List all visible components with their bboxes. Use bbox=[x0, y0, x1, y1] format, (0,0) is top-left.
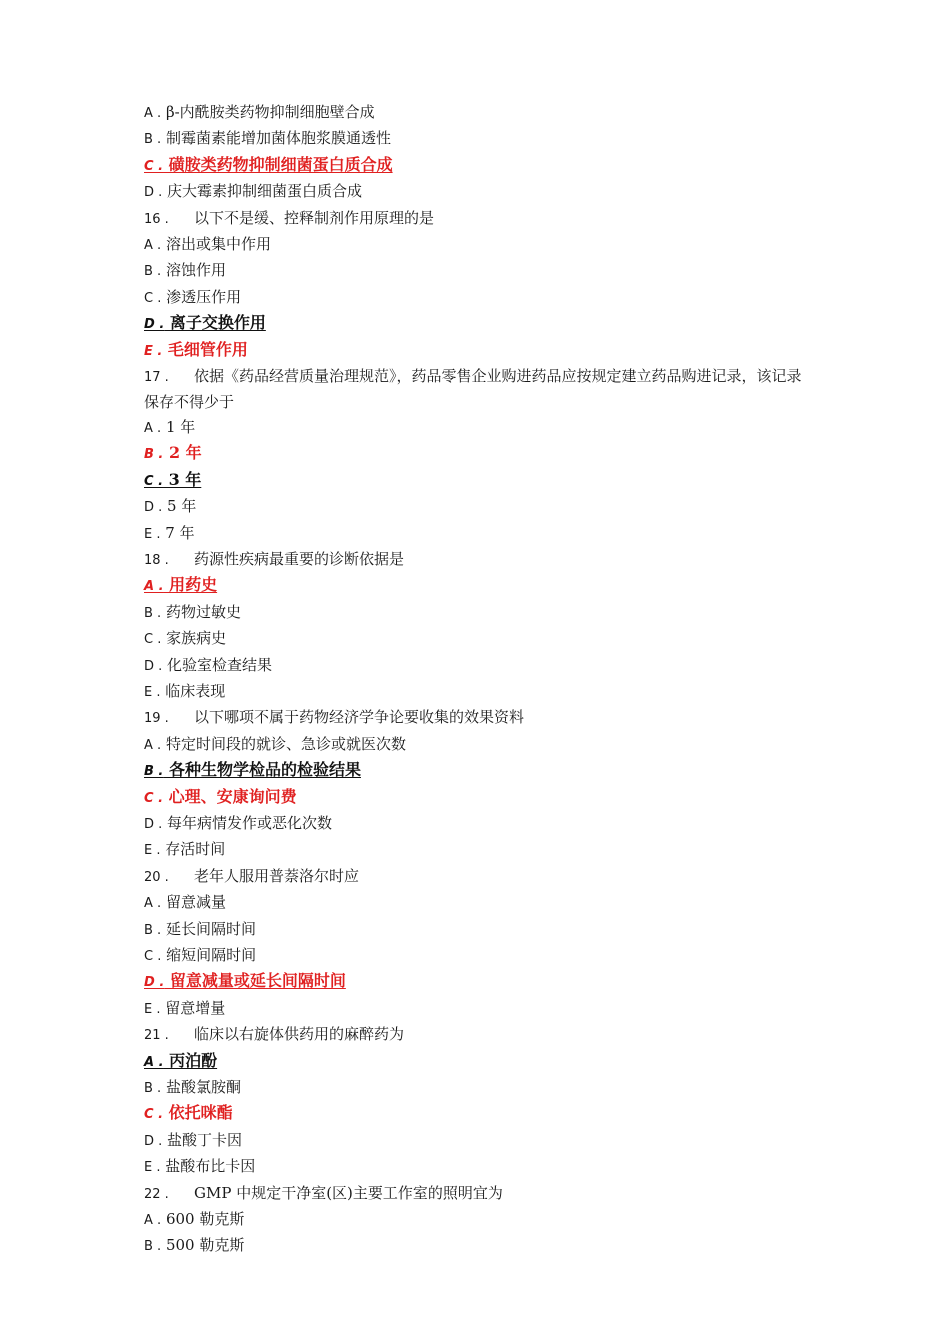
highlighted-answer bbox=[144, 787, 297, 806]
line-text: 丙泊酚 bbox=[163, 1050, 218, 1070]
line-text: 临床以右旋体供药用的麻醉药为 bbox=[194, 1025, 405, 1044]
line-text: 家族病史 bbox=[161, 629, 227, 648]
line-label: D . bbox=[144, 185, 163, 201]
line-text: 制霉菌素能增加菌体胞浆膜通透性 bbox=[161, 129, 391, 148]
line-label: D . bbox=[144, 658, 163, 674]
answer-option bbox=[144, 441, 804, 467]
option-line bbox=[144, 653, 804, 679]
option-line bbox=[144, 1233, 804, 1259]
line-text: β-内酰胺类药物抑制细胞壁合成 bbox=[161, 103, 375, 121]
line-label: B . bbox=[144, 132, 162, 148]
line-label: C . bbox=[144, 1107, 164, 1123]
line-text: 离子交换作用 bbox=[164, 313, 266, 333]
line-text: 庆大霉素抑制细菌蛋白质合成 bbox=[162, 182, 363, 201]
option-line bbox=[144, 126, 804, 152]
highlighted-answer bbox=[144, 1103, 233, 1122]
highlighted-answer bbox=[144, 155, 393, 174]
line-text: 各种生物学检品的检验结果 bbox=[163, 760, 361, 780]
line-label: 22 . bbox=[144, 1186, 169, 1202]
line-label: C . bbox=[144, 290, 162, 306]
option-line bbox=[144, 494, 804, 520]
line-text: 依据《药品经营质量治理规范》，药品零售企业购进药品应按规定建立药品购进记录，该记录保存不得少于 bbox=[144, 367, 802, 412]
line-label: 18 . bbox=[144, 552, 169, 568]
option-line bbox=[144, 100, 804, 126]
question-stem bbox=[144, 705, 804, 731]
line-label: B . bbox=[144, 1239, 162, 1255]
option-line bbox=[144, 1207, 804, 1233]
line-label: A . bbox=[144, 238, 162, 254]
question-stem bbox=[144, 364, 804, 415]
line-label: 21 . bbox=[144, 1028, 169, 1044]
answer-option bbox=[144, 969, 804, 995]
line-text: 化验室检查结果 bbox=[162, 655, 273, 674]
line-text: 磺胺类药物抑制细菌蛋白质合成 bbox=[163, 154, 393, 174]
option-line bbox=[144, 679, 804, 705]
option-line bbox=[144, 996, 804, 1022]
line-text: 临床表现 bbox=[160, 681, 226, 700]
line-label: C . bbox=[144, 632, 162, 648]
line-label: C . bbox=[144, 158, 164, 174]
document-page bbox=[144, 100, 804, 1260]
line-text: 盐酸丁卡因 bbox=[162, 1130, 243, 1149]
answer-option bbox=[144, 758, 804, 784]
highlighted-answer bbox=[144, 760, 361, 779]
line-text: GMP 中规定干净室(区)主要工作室的照明宜为 bbox=[194, 1183, 503, 1202]
answer-option bbox=[144, 785, 804, 811]
line-text: 盐酸布比卡因 bbox=[160, 1157, 256, 1176]
line-label: A . bbox=[144, 896, 162, 912]
line-text: 依托咪酯 bbox=[163, 1103, 233, 1123]
line-label: B . bbox=[144, 1081, 162, 1097]
option-line bbox=[144, 732, 804, 758]
option-line bbox=[144, 232, 804, 258]
line-text: 2 年 bbox=[163, 443, 202, 463]
line-label: 20 . bbox=[144, 869, 169, 885]
line-text: 药物过敏史 bbox=[161, 602, 241, 621]
line-label: C . bbox=[144, 949, 162, 964]
line-text: 7 年 bbox=[160, 523, 195, 542]
highlighted-answer bbox=[144, 340, 248, 359]
line-text: 留意减量或延长间隔时间 bbox=[164, 971, 346, 991]
line-text: 1 年 bbox=[161, 417, 196, 436]
line-text: 药源性疾病最重要的诊断依据是 bbox=[194, 549, 405, 568]
line-label: D . bbox=[144, 1133, 163, 1149]
highlighted-answer bbox=[144, 470, 201, 489]
line-text: 缩短间隔时间 bbox=[161, 946, 257, 964]
option-line bbox=[144, 1075, 804, 1101]
line-text: 渗透压作用 bbox=[161, 287, 242, 306]
line-text: 用药史 bbox=[163, 575, 218, 595]
option-line bbox=[144, 521, 804, 547]
line-text: 3 年 bbox=[163, 469, 202, 489]
line-text: 毛细管作用 bbox=[162, 339, 248, 359]
line-label: B . bbox=[144, 922, 162, 938]
line-text: 溶蚀作用 bbox=[161, 261, 226, 280]
line-text: 以下不是缓、控释制剂作用原理的是 bbox=[194, 208, 435, 227]
line-text: 留意增量 bbox=[160, 998, 226, 1017]
line-text: 存活时间 bbox=[160, 840, 226, 859]
line-text: 以下哪项不属于药物经济学争论要收集的效果资料 bbox=[194, 708, 525, 727]
line-text: 溶出或集中作用 bbox=[161, 235, 271, 254]
line-text: 心理、安康询问费 bbox=[163, 786, 297, 806]
line-label: A . bbox=[144, 579, 164, 595]
line-label: D . bbox=[144, 500, 163, 516]
question-stem bbox=[144, 547, 804, 573]
line-label: B . bbox=[144, 447, 164, 463]
option-line bbox=[144, 179, 804, 205]
line-label: B . bbox=[144, 605, 162, 621]
line-text: 500 勒克斯 bbox=[161, 1236, 245, 1255]
line-text: 盐酸氯胺酮 bbox=[161, 1078, 241, 1097]
highlighted-answer bbox=[144, 971, 346, 990]
line-label: C . bbox=[144, 473, 164, 489]
line-text: 延长间隔时间 bbox=[161, 919, 256, 938]
answer-option bbox=[144, 573, 804, 599]
option-line bbox=[144, 917, 804, 943]
option-line bbox=[144, 600, 804, 626]
question-stem bbox=[144, 206, 804, 232]
line-label: E . bbox=[144, 1001, 161, 1017]
line-label: E . bbox=[144, 526, 161, 542]
line-label: C . bbox=[144, 790, 164, 806]
answer-option bbox=[144, 153, 804, 179]
option-line bbox=[144, 943, 804, 969]
line-label: B . bbox=[144, 764, 164, 780]
line-label: D . bbox=[144, 816, 163, 832]
highlighted-answer bbox=[144, 1051, 217, 1070]
option-line bbox=[144, 890, 804, 916]
option-line bbox=[144, 285, 804, 311]
line-text: 老年人服用普萘洛尔时应 bbox=[194, 866, 360, 885]
question-stem bbox=[144, 1022, 804, 1048]
option-line bbox=[144, 415, 804, 441]
highlighted-answer bbox=[144, 313, 266, 332]
answer-option bbox=[144, 1049, 804, 1075]
line-label: E . bbox=[144, 843, 161, 859]
line-text: 600 勒克斯 bbox=[161, 1210, 245, 1229]
answer-option bbox=[144, 338, 804, 364]
question-stem bbox=[144, 1181, 804, 1207]
option-line bbox=[144, 1154, 804, 1180]
answer-option bbox=[144, 468, 804, 494]
line-label: E . bbox=[144, 684, 161, 700]
option-line bbox=[144, 1128, 804, 1154]
option-line bbox=[144, 811, 804, 837]
answer-option bbox=[144, 1101, 804, 1127]
line-text: 特定时间段的就诊、急诊或就医次数 bbox=[161, 734, 406, 753]
option-line bbox=[144, 626, 804, 652]
line-label: D . bbox=[144, 975, 165, 991]
line-label: D . bbox=[144, 317, 165, 333]
line-label: A . bbox=[144, 420, 162, 436]
highlighted-answer bbox=[144, 443, 202, 462]
highlighted-answer bbox=[144, 575, 217, 594]
line-label: 19 . bbox=[144, 711, 169, 727]
line-label: E . bbox=[144, 1160, 161, 1176]
line-label: 16 . bbox=[144, 211, 169, 227]
line-label: B . bbox=[144, 264, 162, 280]
line-label: A . bbox=[144, 1054, 164, 1070]
line-label: 17 . bbox=[144, 370, 169, 386]
option-line bbox=[144, 837, 804, 863]
line-label: A . bbox=[144, 106, 162, 121]
line-text: 每年病情发作或恶化次数 bbox=[162, 813, 333, 832]
line-label: E . bbox=[144, 343, 163, 359]
line-label: A . bbox=[144, 1213, 162, 1229]
line-label: A . bbox=[144, 737, 162, 753]
option-line bbox=[144, 258, 804, 284]
line-text: 留意减量 bbox=[161, 893, 226, 912]
answer-option bbox=[144, 311, 804, 337]
question-stem bbox=[144, 864, 804, 890]
line-text: 5 年 bbox=[162, 497, 197, 516]
